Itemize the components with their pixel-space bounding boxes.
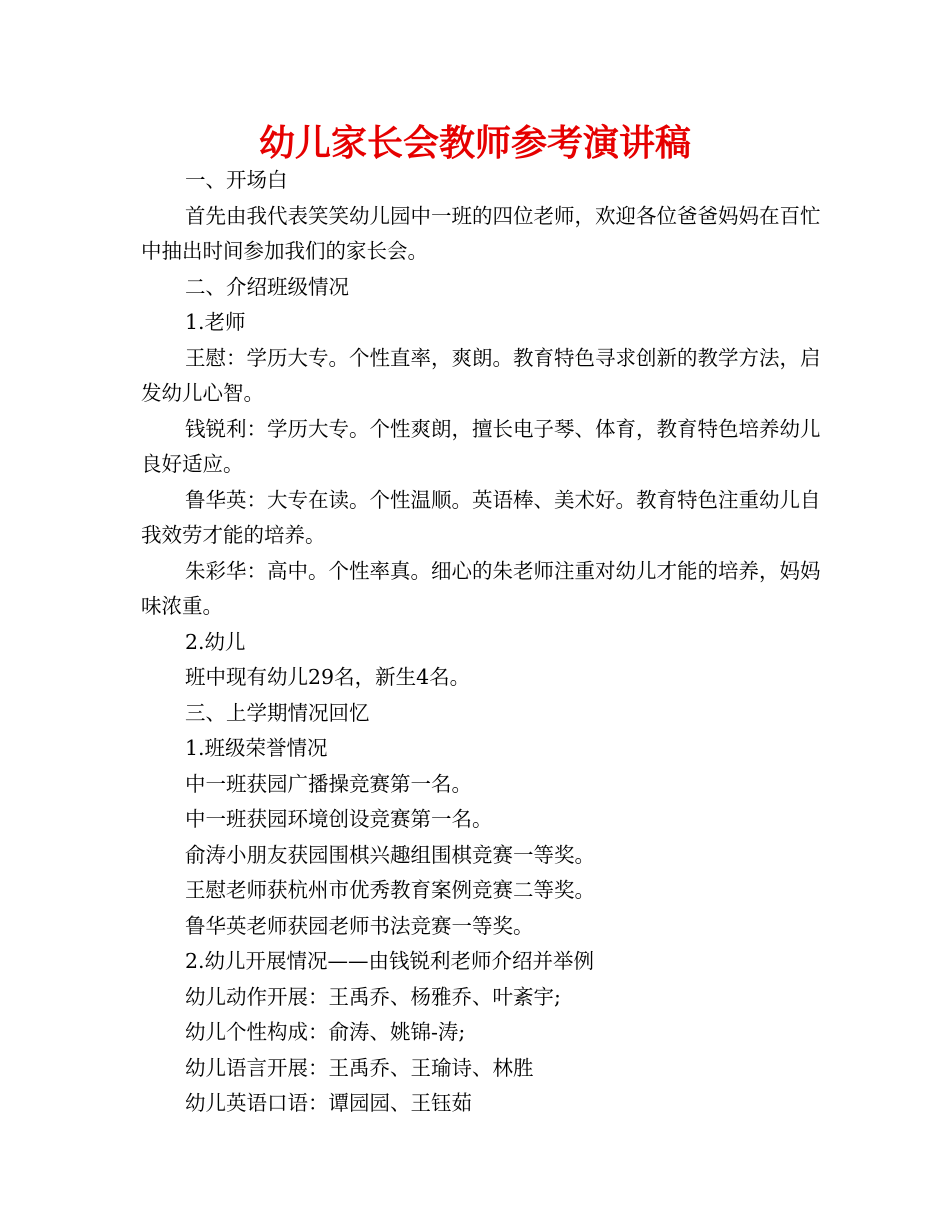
list-item-honor-3: 俞涛小朋友获园围棋兴趣组围棋竞赛一等奖。: [185, 842, 595, 867]
list-item-honor-2: 中一班获园环境创设竞赛第一名。: [185, 807, 493, 831]
paragraph-teacher-3: 鲁华英：大专在读。个性温顺。英语棒、美术好。教育特色注重幼儿自我效劳才能的培养。: [141, 487, 821, 547]
subheading-teachers: 1.老师: [185, 310, 246, 334]
list-item-honor-4: 王慰老师获杭州市优秀教育案例竞赛二等奖。: [185, 878, 595, 902]
paragraph-teacher-2: 钱锐利：学历大专。个性爽朗，擅长电子琴、体育，教育特色培养幼儿良好适应。: [141, 416, 821, 476]
subheading-honors: 1.班级荣誉情况: [185, 736, 328, 760]
section-heading-class-intro: 二、介绍班级情况: [185, 274, 349, 299]
list-item-development-3: 幼儿语言开展：王禹乔、王瑜诗、林胜: [185, 1055, 534, 1080]
subheading-children: 2.幼儿: [185, 629, 246, 654]
paragraph-welcome: 首先由我代表笑笑幼儿园中一班的四位老师，欢迎各位爸爸妈妈在百忙中抽出时间参加我们的家长会。: [141, 203, 821, 263]
section-heading-review: 三、上学期情况回忆: [185, 700, 370, 725]
section-heading-opening: 一、开场白: [185, 168, 288, 192]
subheading-development: 2.幼儿开展情况——由钱锐利老师介绍并举例: [185, 949, 595, 973]
paragraph-teacher-1: 王慰：学历大专。个性直率，爽朗。教育特色寻求创新的教学方法，启发幼儿心智。: [141, 345, 821, 405]
list-item-development-2: 幼儿个性构成：俞涛、姚锦-涛;: [185, 1020, 466, 1044]
list-item-honor-1: 中一班获园广播操竞赛第一名。: [185, 771, 472, 796]
paragraph-teacher-4: 朱彩华：高中。个性率真。细心的朱老师注重对幼儿才能的培养，妈妈味浓重。: [141, 558, 821, 618]
list-item-development-4: 幼儿英语口语：谭园园、王钰茹: [185, 1091, 472, 1115]
paragraph-children-count: 班中现有幼儿29名，新生4名。: [185, 665, 471, 689]
list-item-development-1: 幼儿动作开展：王禹乔、杨雅乔、叶紊宇;: [185, 984, 561, 1009]
document-body: [141, 163, 831, 1122]
list-item-honor-5: 鲁华英老师获园老师书法竞赛一等奖。: [185, 913, 534, 938]
document-title: 幼儿家长会教师参考演讲稿: [258, 123, 691, 164]
